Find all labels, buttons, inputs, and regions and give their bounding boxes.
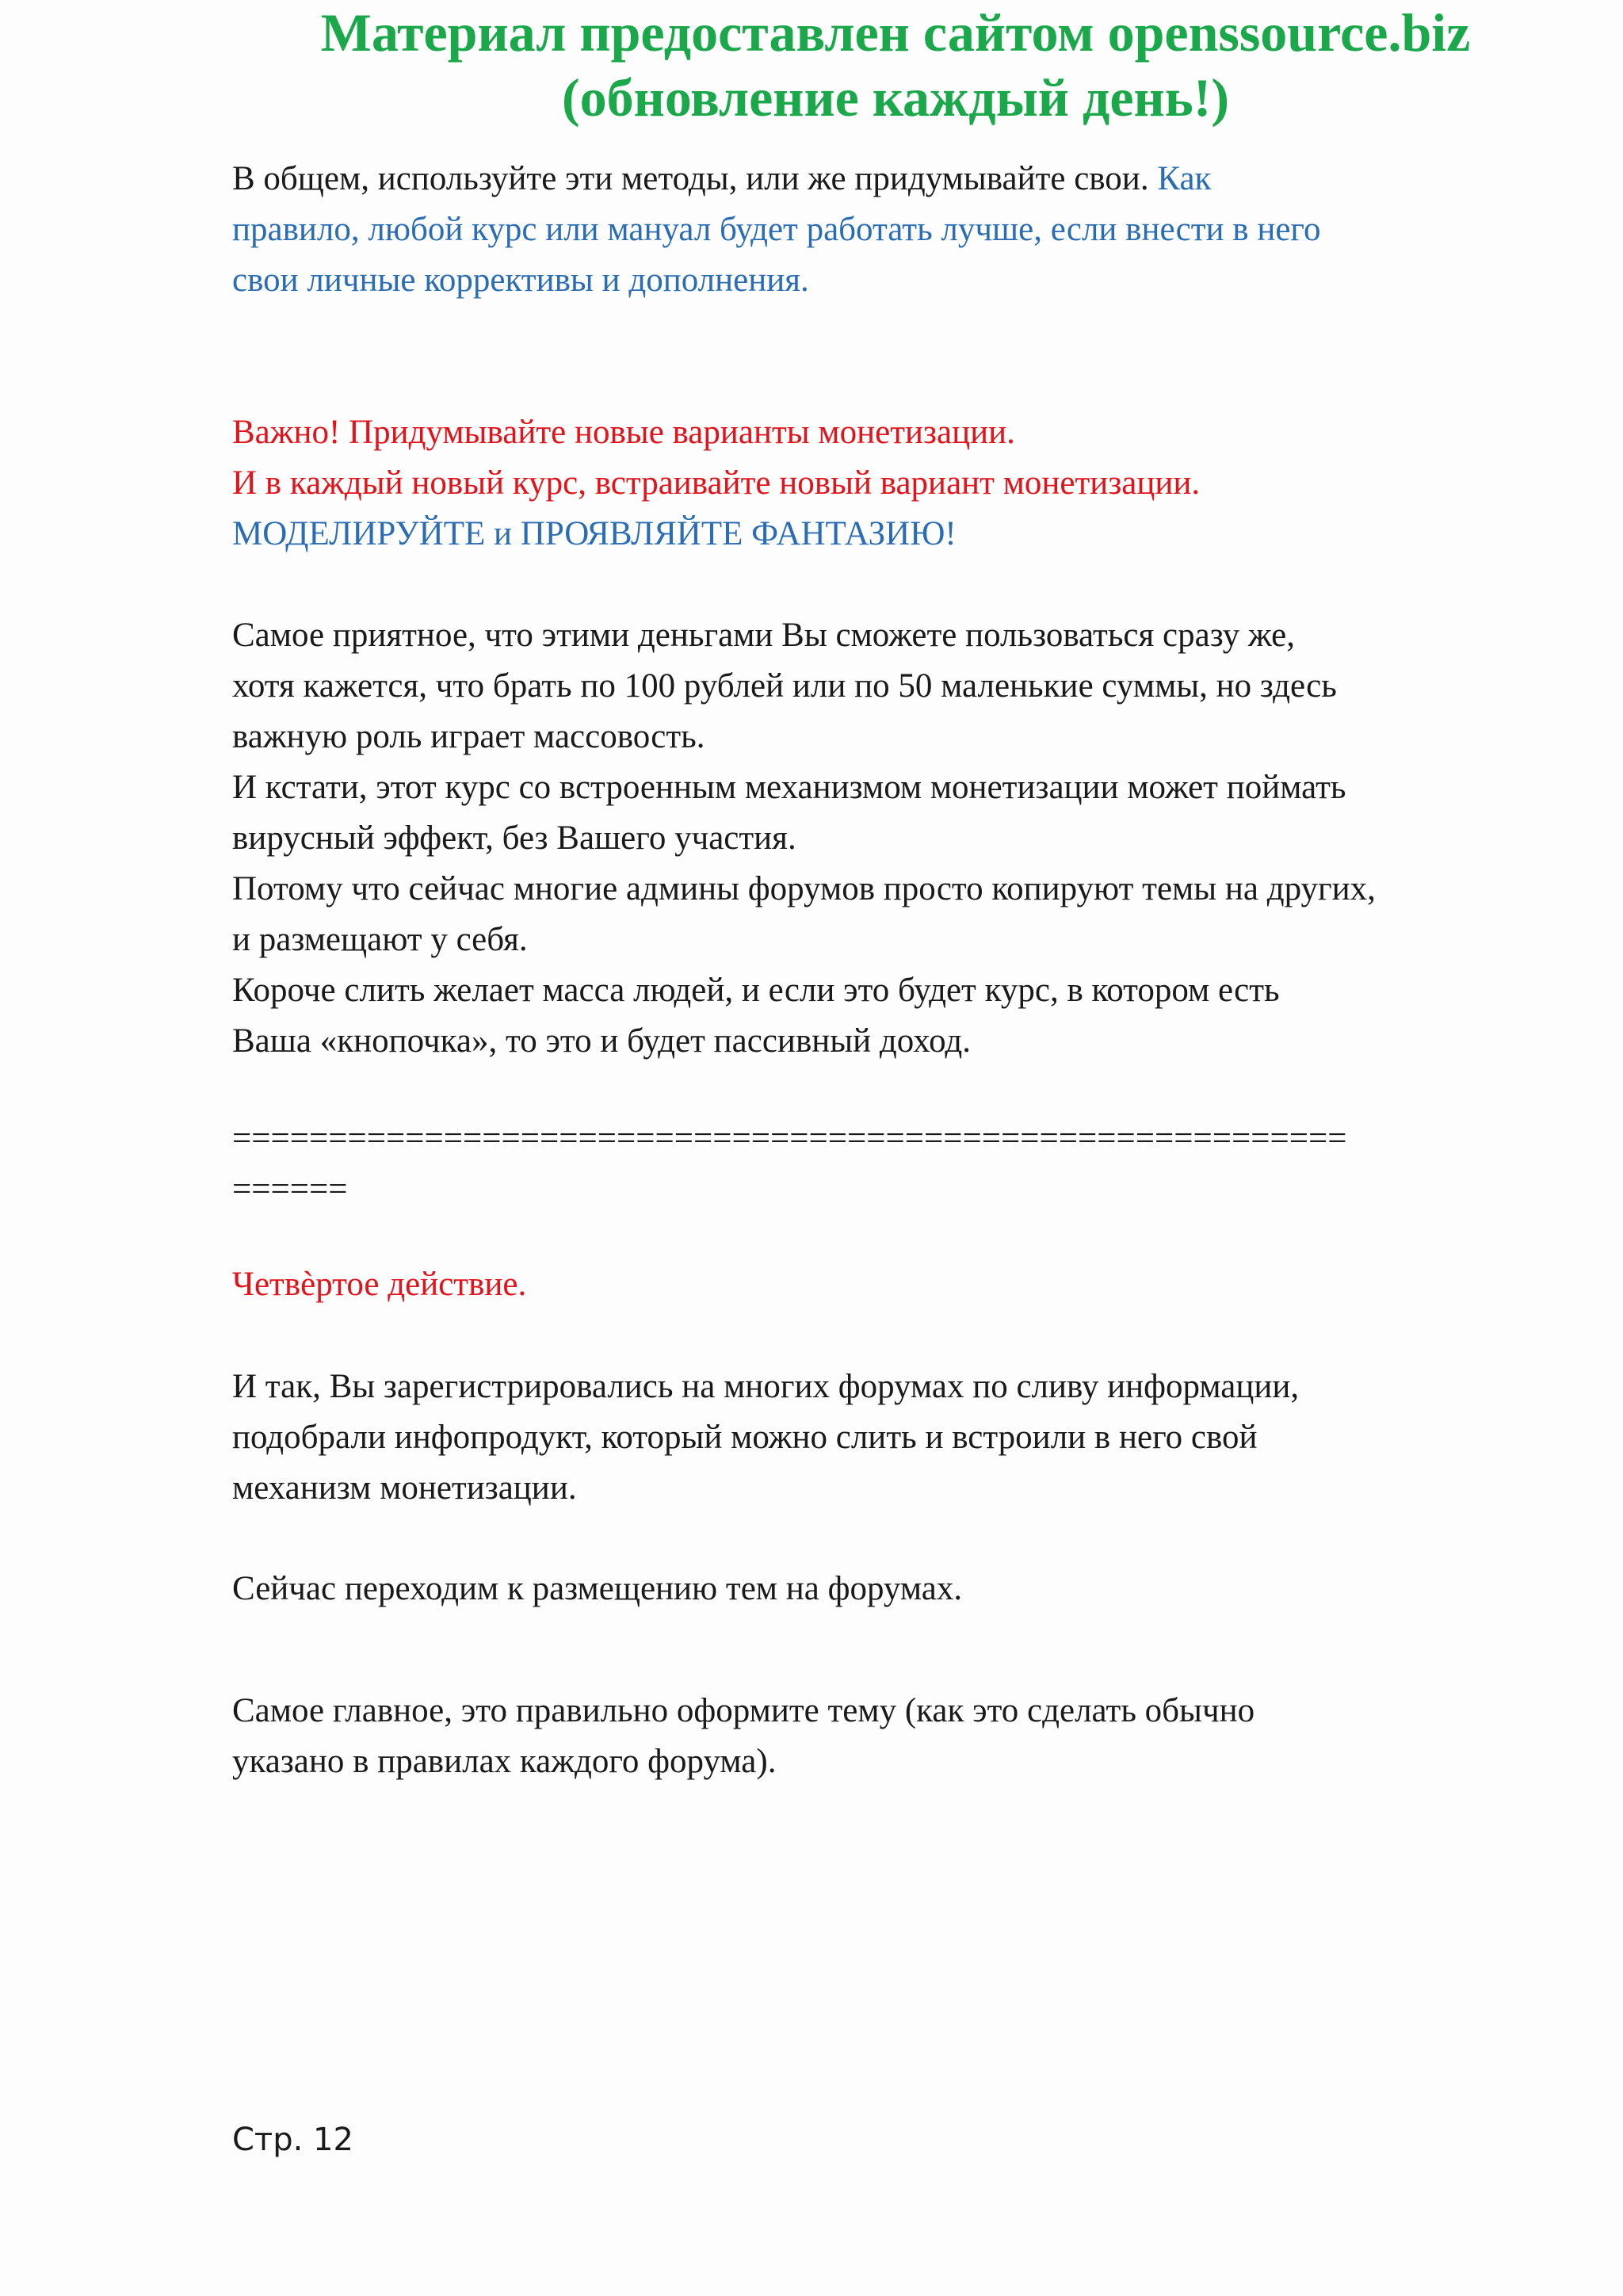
paragraph-line: подобрали инфопродукт, который можно слить и встроили в него свой bbox=[232, 1419, 1258, 1456]
paragraph-next-step bbox=[232, 1564, 1532, 1614]
separator bbox=[232, 1114, 1532, 1215]
paragraph-line: Короче слить желает масса людей, и если это будет курс, в котором есть bbox=[232, 972, 1280, 1009]
paragraph-methods-line-3: свои личные коррективы и дополнения. bbox=[232, 262, 809, 299]
important-note bbox=[232, 407, 1532, 560]
banner-line-1: Материал предоставлен сайтом openssource.biz bbox=[320, 2, 1471, 63]
paragraph-line: важную роль играет массовость. bbox=[232, 718, 705, 755]
paragraph-line: Потому что сейчас многие админы форумов просто копируют темы на других, bbox=[232, 870, 1376, 907]
paragraph-methods-line-1 bbox=[232, 154, 1532, 204]
paragraph-methods-line-1-blue: Как bbox=[1157, 160, 1212, 197]
paragraph-formatting bbox=[232, 1686, 1532, 1787]
paragraph-line: вирусный эффект, без Вашего участия. bbox=[232, 819, 796, 857]
paragraph-line: И так, Вы зарегистрировались на многих форумах по сливу информации, bbox=[232, 1368, 1300, 1405]
paragraph-line: Ваша «кнопочка», то это и будет пассивный доход. bbox=[232, 1022, 971, 1060]
paragraph-methods-line-2: правило, любой курс или мануал будет работать лучше, если внести в него bbox=[232, 211, 1321, 248]
paragraph-line: указано в правилах каждого форума). bbox=[232, 1743, 777, 1780]
paragraph-line: и размещают у себя. bbox=[232, 921, 528, 958]
important-line-2: И в каждый новый курс, встраивайте новый вариант монетизации. bbox=[232, 464, 1201, 502]
paragraph-line: Самое приятное, что этими деньгами Вы сможете пользоваться сразу же, bbox=[232, 617, 1296, 654]
site-banner bbox=[222, 0, 1569, 130]
important-line-3: МОДЕЛИРУЙТЕ и ПРОЯВЛЯЙТЕ ФАНТАЗИЮ! bbox=[232, 515, 957, 552]
section-title bbox=[232, 1259, 1532, 1310]
paragraph-line: Самое главное, это правильно оформите тему (как это сделать обычно bbox=[232, 1692, 1255, 1729]
paragraph-line: Сейчас переходим к размещению тем на форумах. bbox=[232, 1570, 963, 1607]
paragraph-monetization bbox=[232, 610, 1532, 1067]
banner-line-2: (обновление каждый день!) bbox=[562, 67, 1229, 128]
separator-line-1: ========================================================== bbox=[232, 1120, 1347, 1157]
paragraph-line: хотя кажется, что брать по 100 рублей или по 50 маленькие суммы, но здесь bbox=[232, 667, 1337, 705]
page-number: Стр. 12 bbox=[232, 2122, 353, 2158]
paragraph-methods-line-1-black: В общем, используйте эти методы, или же придумывайте свои. bbox=[232, 160, 1158, 197]
separator-line-2: ====== bbox=[232, 1171, 348, 1208]
important-line-1: Важно! Придумывайте новые варианты монетизации. bbox=[232, 414, 1015, 451]
paragraph-registration bbox=[232, 1362, 1532, 1514]
section-title-text: Четвѐртое действие. bbox=[232, 1266, 527, 1303]
paragraph-line: механизм монетизации. bbox=[232, 1469, 577, 1507]
paragraph-line: И кстати, этот курс со встроенным механизмом монетизации может поймать bbox=[232, 769, 1346, 806]
paragraph-methods bbox=[232, 154, 1532, 306]
